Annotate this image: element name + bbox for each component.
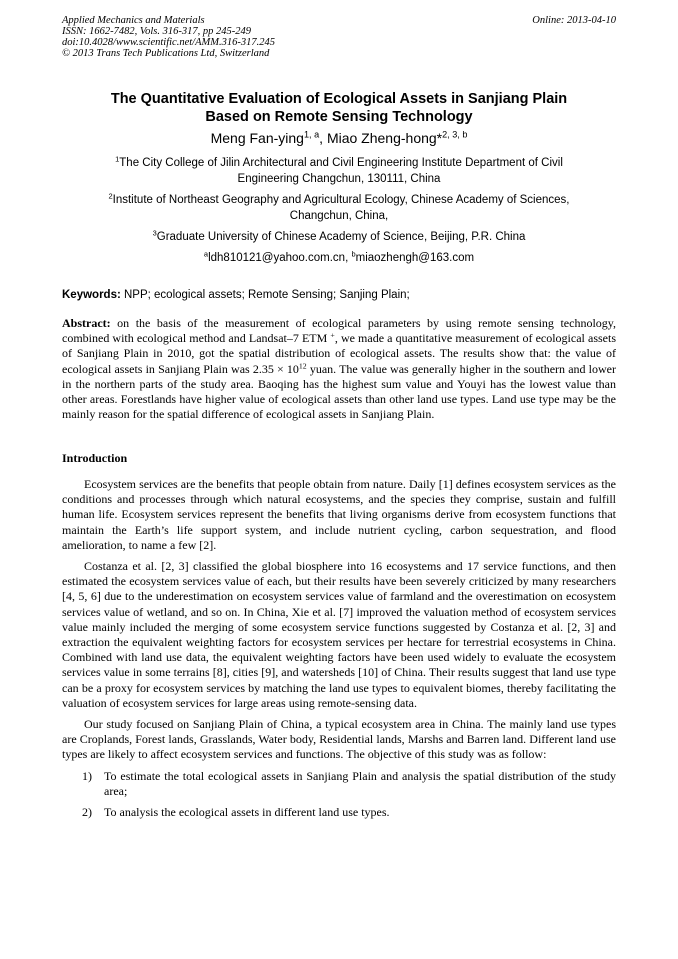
journal-header [62,15,616,59]
affiliation-3-mark: 3 [152,228,157,238]
intro-paragraph-2: Costanza et al. [2, 3] classified the global biosphere into 16 ecosystems and 17 service functions, and then estimated the ecosystem services value of each, but their results have been severely criticized by many researchers [4, 5, 6] due to the underestimation on ecosystem services value of farmland and the overestimation on ecosystem services value of wetland, and so on. In China, Xie et al. [7] improved the valuation method of ecosystem services value mainly included the merging of some ecosystem service functions suggested by Costanza et al. [2, 3] and extraction the equivalent weighting factors for ecosystem services per hectare for terrestrial ecosystems in China. Combined with land use data, the equivalent weighting factors have been used widely to evaluate the ecosystem services value in some terrains [8], cities [9], and watersheds [10] of China. Their results suggest that land use type can be a proxy for ecosystem services by matching the land use types to equivalent biomes, thereby facilitating the valuation of ecosystem services for large areas using remote-sensing data. [62,559,616,710]
exponent-superscript: 12 [298,360,307,370]
introduction-heading: Introduction [62,451,128,465]
objectives-list [62,769,616,821]
abstract-label: Abstract: [62,316,111,330]
list-item-number: 2) [82,805,92,820]
list-item-number: 1) [82,768,92,783]
keywords-text: NPP; ecological assets; Remote Sensing; Sanjing Plain; [120,289,410,301]
email-b-mark: b [351,249,356,259]
affiliation-1-mark: 1 [115,154,120,164]
intro-paragraph-3: Our study focused on Sanjiang Plain of China, a typical ecosystem area in China. The mainly land use types are Croplands, Forest lands, Grasslands, Water body, Residential lands, Marshs and Barren land. Different land use types are likely to affect ecosystem services and functions. The objective of this study was as follow: [62,717,616,762]
author-2: Miao Zheng-hong* [326,130,443,146]
author-separator: , [319,130,327,146]
doi-line: doi:10.4028/www.scientific.net/AMM.316-317.245 [62,37,275,48]
list-item [62,805,616,820]
abstract [62,316,616,422]
keywords-label: Keywords: [62,289,121,301]
email-separator: , [345,252,352,264]
issn-line: ISSN: 1662-7482, Vols. 316-317, pp 245-249 [62,26,251,37]
affiliation-1-line-1: The City College of Jilin Architectural and Civil Engineering Institute Department of Civil [119,157,563,169]
intro-paragraph-1: Ecosystem services are the benefits that people obtain from nature. Daily [1] defines ecosystem services as the conditions and processes through which natural ecosystems, and the species they comprise, sustain and fulfill human life. Ecosystem services represent the benefits that living organisms derive from ecosystem functions that maintain the Earth’s life support system, and include nutrient cycling, carbon sequestration, and flood amelioration, to name a few [2]. [62,477,616,552]
online-date: Online: 2013-04-10 [532,15,616,26]
author-1: Meng Fan-ying [210,130,304,146]
copyright-line: © 2013 Trans Tech Publications Ltd, Switzerland [62,48,270,59]
journal-name: Applied Mechanics and Materials [62,15,205,26]
affiliation-3 [62,229,616,245]
affiliation-2 [62,192,616,224]
email-b: miaozhengh@163.com [355,252,475,264]
affiliation-1 [62,155,616,187]
affiliation-2-mark: 2 [108,191,113,201]
title-line-1: The Quantitative Evaluation of Ecological Assets in Sanjiang Plain [110,91,568,107]
etm-plus-superscript: + [330,330,335,340]
title-line-2: Based on Remote Sensing Technology [205,109,473,125]
list-item-text: To analysis the ecological assets in different land use types. [104,805,390,820]
introduction-body [62,477,616,826]
abstract-text-2: , we made a quantitative measurement of ecological assets of Sanjiang Plain in 2010, got the spatial distribution of ecological assets. The results show that: the value of ecological assets in Sanjiang Plain was 2.35 × 10 [62,331,616,376]
abstract-text-3: yuan. The value was generally higher in the southern and lower in the northern parts of the study area. Baoqing has the highest sum value and Youyi has the lowest value than other areas. Forestlands have higher value of ecological assets than other land use types. Land use type may be the mainly reason for the spatial difference of ecological assets in Sanjiang Plain. [62,361,616,422]
abstract-text-1: on the basis of the measurement of ecological parameters by using remote sensing technology, combined with ecological method and Landsat–7 ETM [62,316,616,346]
email-a: ldh810121@yahoo.com.cn [208,252,346,264]
list-item [62,769,616,799]
keywords-line [62,287,616,303]
affiliation-3-line-1: Graduate University of Chinese Academy of Science, Beijing, P.R. China [156,231,526,243]
affiliation-1-line-2: Engineering Changchun, 130111, China [237,173,441,185]
author-2-affiliation: 2, 3, b [442,129,468,140]
affiliation-2-line-2: Changchun, China, [289,210,389,222]
affiliation-2-line-1: Institute of Northeast Geography and Agricultural Ecology, Chinese Academy of Sciences, [112,194,570,206]
paper-title [62,90,616,126]
list-item-text: To estimate the total ecological assets in Sanjiang Plain and analysis the spatial distribution of the study area; [104,768,616,798]
email-a-mark: a [203,249,209,259]
author-emails [62,250,616,266]
author-list [62,130,616,147]
author-1-affiliation: 1, a [303,129,320,140]
